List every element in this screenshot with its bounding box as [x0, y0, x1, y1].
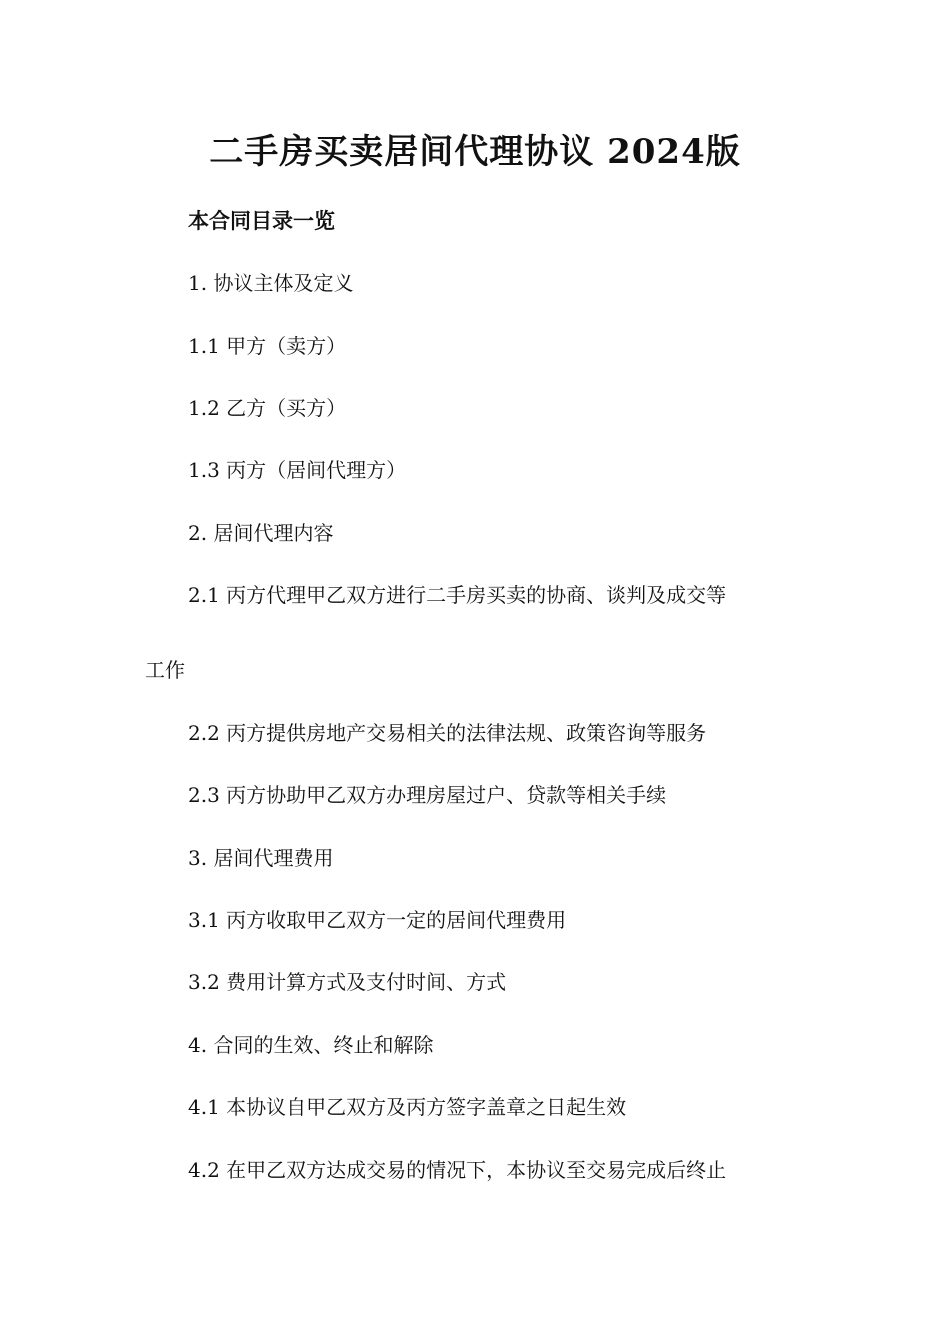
toc-line-2-1: 2.1 丙方代理甲乙双方进行二手房买卖的协商、谈判及成交等: [188, 583, 727, 607]
toc-line-section-1: 1. 协议主体及定义: [188, 271, 354, 295]
toc-heading: 本合同目录一览: [188, 208, 335, 233]
toc-line-2-1-continued: 工作: [145, 658, 185, 682]
toc-line-4-1: 4.1 本协议自甲乙双方及丙方签字盖章之日起生效: [188, 1095, 627, 1119]
toc-line-2-2: 2.2 丙方提供房地产交易相关的法律法规、政策咨询等服务: [188, 721, 707, 745]
toc-line-1-1: 1.1 甲方（卖方）: [188, 334, 347, 358]
toc-line-1-3: 1.3 丙方（居间代理方）: [188, 458, 407, 482]
toc-line-section-2: 2. 居间代理内容: [188, 521, 334, 545]
toc-line-3-1: 3.1 丙方收取甲乙双方一定的居间代理费用: [188, 908, 567, 932]
toc-line-2-3: 2.3 丙方协助甲乙双方办理房屋过户、贷款等相关手续: [188, 783, 667, 807]
toc-line-1-2: 1.2 乙方（买方）: [188, 396, 347, 420]
toc-line-section-4: 4. 合同的生效、终止和解除: [188, 1033, 434, 1057]
toc-line-3-2: 3.2 费用计算方式及支付时间、方式: [188, 970, 507, 994]
document-title: 二手房买卖居间代理协议 2024版: [209, 132, 741, 172]
toc-line-4-2: 4.2 在甲乙双方达成交易的情况下，本协议至交易完成后终止: [188, 1158, 727, 1182]
toc-line-section-3: 3. 居间代理费用: [188, 846, 334, 870]
